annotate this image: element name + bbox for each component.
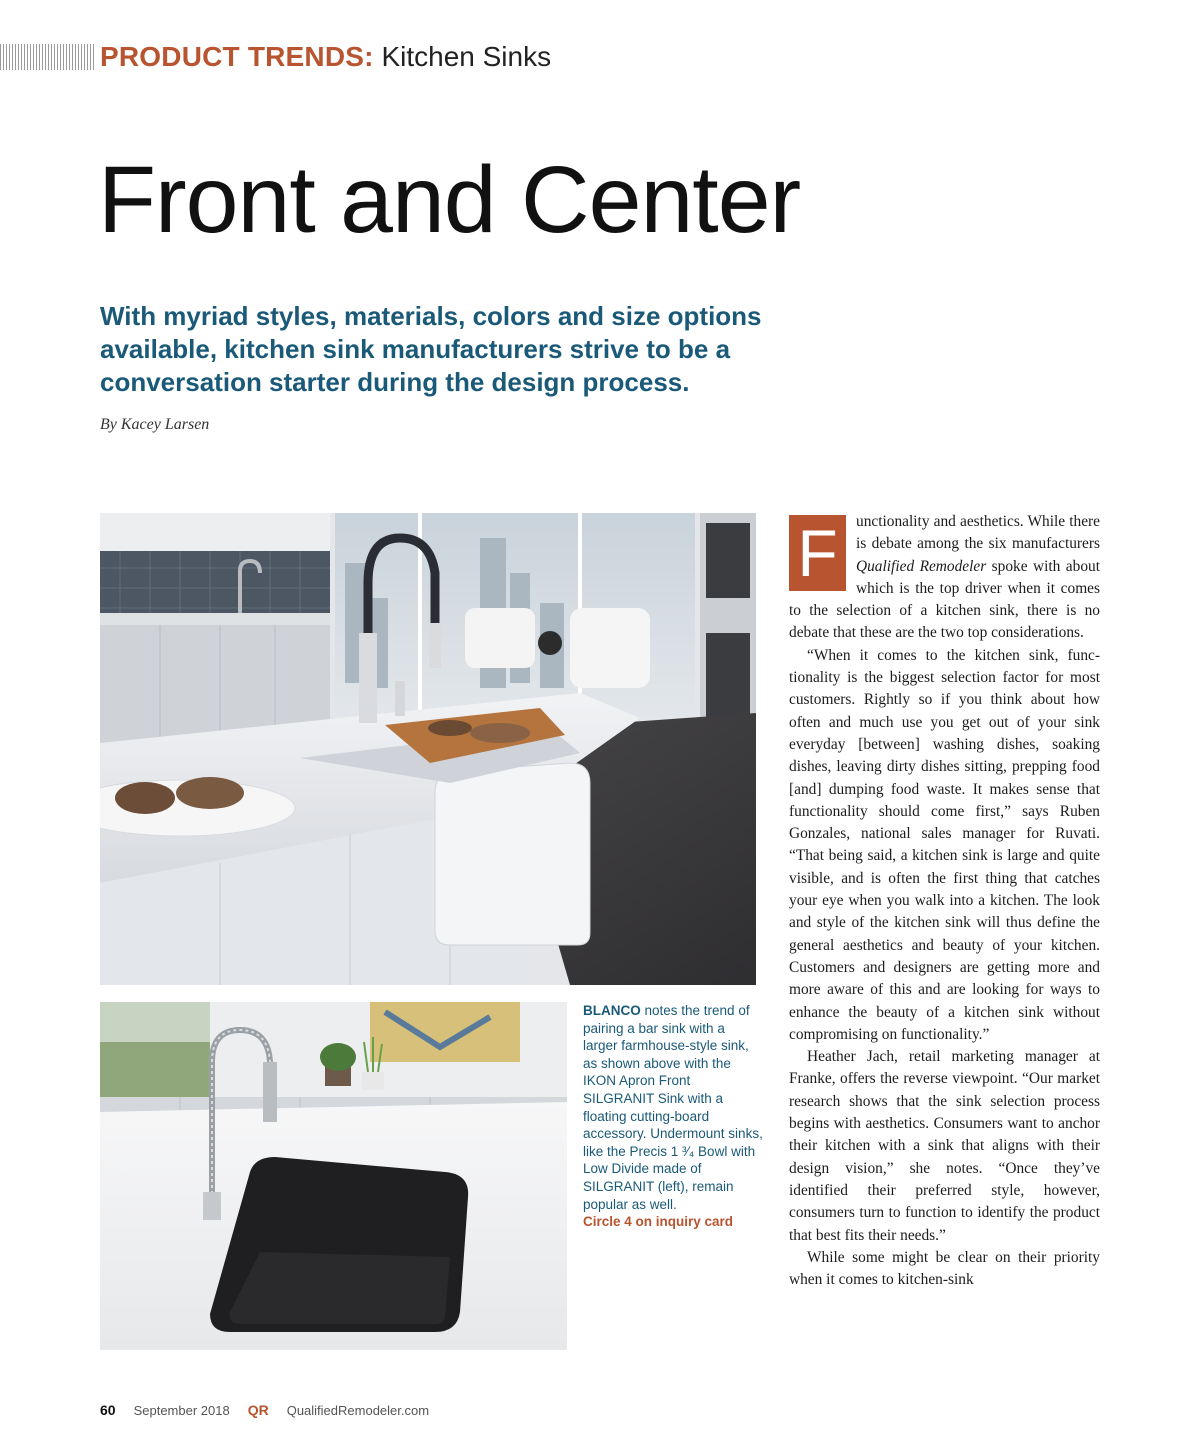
issue-date: September 2018 [133,1403,230,1418]
section-header [0,40,551,74]
undermount-sink-illustration [100,1002,567,1350]
drop-cap: F [789,515,846,591]
caption-inquiry-cta: Circle 4 on inquiry card [583,1214,734,1230]
main-kitchen-photo [100,513,756,985]
photo-caption [583,1002,763,1231]
barcode-decoration [0,44,96,70]
qr-logo: QR [247,1402,269,1418]
caption-brand: BLANCO [583,1003,641,1018]
body-paragraph-3: Heather Jach, retail marketing manager at Franke, offers the reverse viewpoint. “Our market research shows that the sink selection process begins with aesthetics. Consumers want to anchor their kitchen with a sink that aligns with their design vision,” she notes. “Once they’ve identified their preferred style, however, consumers turn to function to identify the product that best fits their needs.” [789,1048,1100,1244]
section-title [100,41,551,73]
website-url: QualifiedRemodeler.com [286,1403,430,1418]
undermount-sink-photo [100,1002,567,1350]
section-topic: Kitchen Sinks [381,41,552,72]
caption-text: notes the trend of pairing a bar sink with a larger farmhouse-style sink, as shown above with the IKON Apron Front SILGRANIT Sink with a floating cutting-board accessory. Undermount sinks, like the Precis 1 ³⁄₄ Bowl with Low Divide made of SILGRANIT (left), remain popular as well. [583,1003,763,1212]
main-kitchen-illustration [100,513,756,985]
body-p1-a: unctionality and aesthetics. While there is debate among the six manufacturers [856,513,1100,553]
page-footer [100,1402,429,1418]
publication-name: Qualified Remodeler [856,557,987,575]
article-deck: With myriad styles, materials, colors and size options available, kitchen sink manufacturers strive to be a conversation starter during the design process. [100,301,762,397]
article-body [789,511,1100,1291]
body-paragraph-2: “When it comes to the kitchen sink, functionality is the biggest selection factor for most customers. Rightly so if you think about how often and much use you get out of your sink everyday [between] washing dishes, soaking dishes, leaving dirty dishes sitting, prepping food [and] dumping food waste. It makes sense that functionality should come first,” says Ruben Gonzales, national sales manager for Ruvati. “That being said, a kitchen sink is large and quite visible, and is often the first thing that catches your eye when you walk into a kitchen. The look and style of the kitchen sink will thus define the general aesthetics and beauty of your kitchen. Customers and designers are getting more and more aware of this and are looking for ways to enhance the beauty of a kitchen sink without compromising on functionality.” [789,646,1100,1043]
section-kicker: PRODUCT TRENDS: [100,41,374,72]
body-paragraph-1 [789,511,1100,645]
body-p1-b: spoke with about which is the top driver when it comes to the selection of a kitchen sink, there is no debate that these are the two top considerations. [789,557,1100,642]
article-headline: Front and Center [98,147,801,253]
body-paragraph-4: While some might be clear on their priority when it comes to kitchen-sink [789,1248,1100,1289]
byline: By Kacey Larsen [100,416,210,433]
page-number: 60 [100,1402,116,1418]
